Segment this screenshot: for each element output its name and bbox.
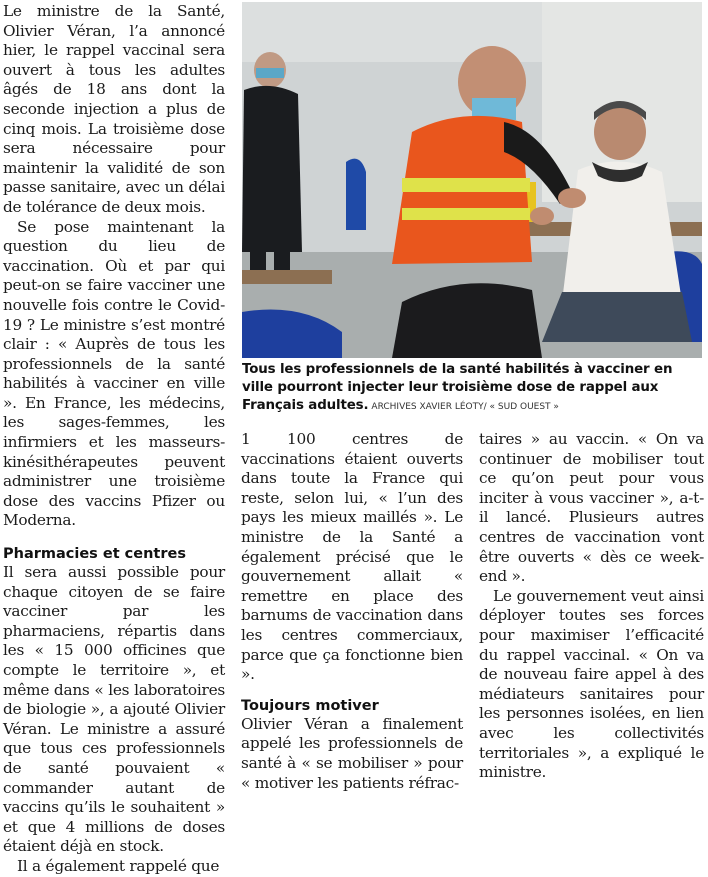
subheading-toujours-motiver: Toujours motiver <box>241 697 379 714</box>
paragraph: Se pose maintenant la question du lieu de vaccination. Où et par qui peut-on se faire vacciner une nouvelle fois contre le Covid-19 ? Le ministre s’est montré clair : « Auprès de tous les professionnels de la santé habilités à vacciner en ville ». En France, les médecins, les sages-femmes, les infirmiers et les masseurs-kinésithérapeutes peuvent administrer une troisième dose des vaccins Pfizer ou Moderna. <box>3 217 225 530</box>
paragraph: 1 100 centres de vaccinations étaient ouverts dans toute la France qui reste, selon lui, « l’un des pays les mieux maillés ». Le ministre de la Santé a également précisé que le gouvernement allait « remettre en place des barnums de vaccination dans les centres commerciaux, parce que ça fonctionne bien ». <box>241 430 463 684</box>
photo-credit: ARCHIVES XAVIER LÉOTY/ « SUD OUEST » <box>371 402 559 412</box>
article-column-2 <box>241 430 463 793</box>
paragraph: Le gouvernement veut ainsi déployer toutes ses forces pour maximiser l’efficacité du rappel vaccinal. « On va de nouveau faire appel à des médiateurs sanitaires pour les personnes isolées, en lien avec les collectivités territoriales », a expliqué le ministre. <box>479 586 704 782</box>
paragraph: Il sera aussi possible pour chaque citoyen de se faire vacciner par les pharmaciens, répartis dans les « 15 000 officines que compte le territoire », et même dans « les laboratoires de biologie », a ajouté Olivier Véran. Le ministre a assuré que tous ces professionnels de santé pouvaient « commander autant de vaccins qu’ils le souhaitent » et que 4 millions de doses étaient déjà en stock. <box>3 563 225 856</box>
paragraph: Il a également rappelé que <box>17 856 220 875</box>
paragraph: taires » au vaccin. « On va continuer de mobiliser tout ce qu’on peut pour vous inciter à vous vacciner », a-t-il lancé. Plusieurs autres centres de vaccination vont être ouverts « dès ce week-end ». <box>479 430 704 586</box>
paragraph: Olivier Véran a finalement appelé les professionnels de santé à « se mobiliser » pour « motiver les patients réfrac- <box>241 714 463 792</box>
caption-text: Tous les professionnels de la santé habilités à vacciner en ville pourront injecter leur troisième dose de rappel aux Français adultes. <box>242 362 673 413</box>
article-column-1 <box>3 2 225 877</box>
subheading-pharmacies: Pharmacies et centres <box>3 546 186 563</box>
vaccination-photo <box>242 2 702 358</box>
article-column-3 <box>479 430 704 783</box>
paragraph: Le ministre de la Santé, Olivier Véran, l’a annoncé hier, le rappel vaccinal sera ouvert à tous les adultes âgés de 18 ans dont la seconde injection a plus de cinq mois. La troisième dose sera nécessaire pour maintenir la validité de son passe sanitaire, avec un délai de tolérance de deux mois. <box>3 2 225 216</box>
photo-caption <box>242 361 702 416</box>
